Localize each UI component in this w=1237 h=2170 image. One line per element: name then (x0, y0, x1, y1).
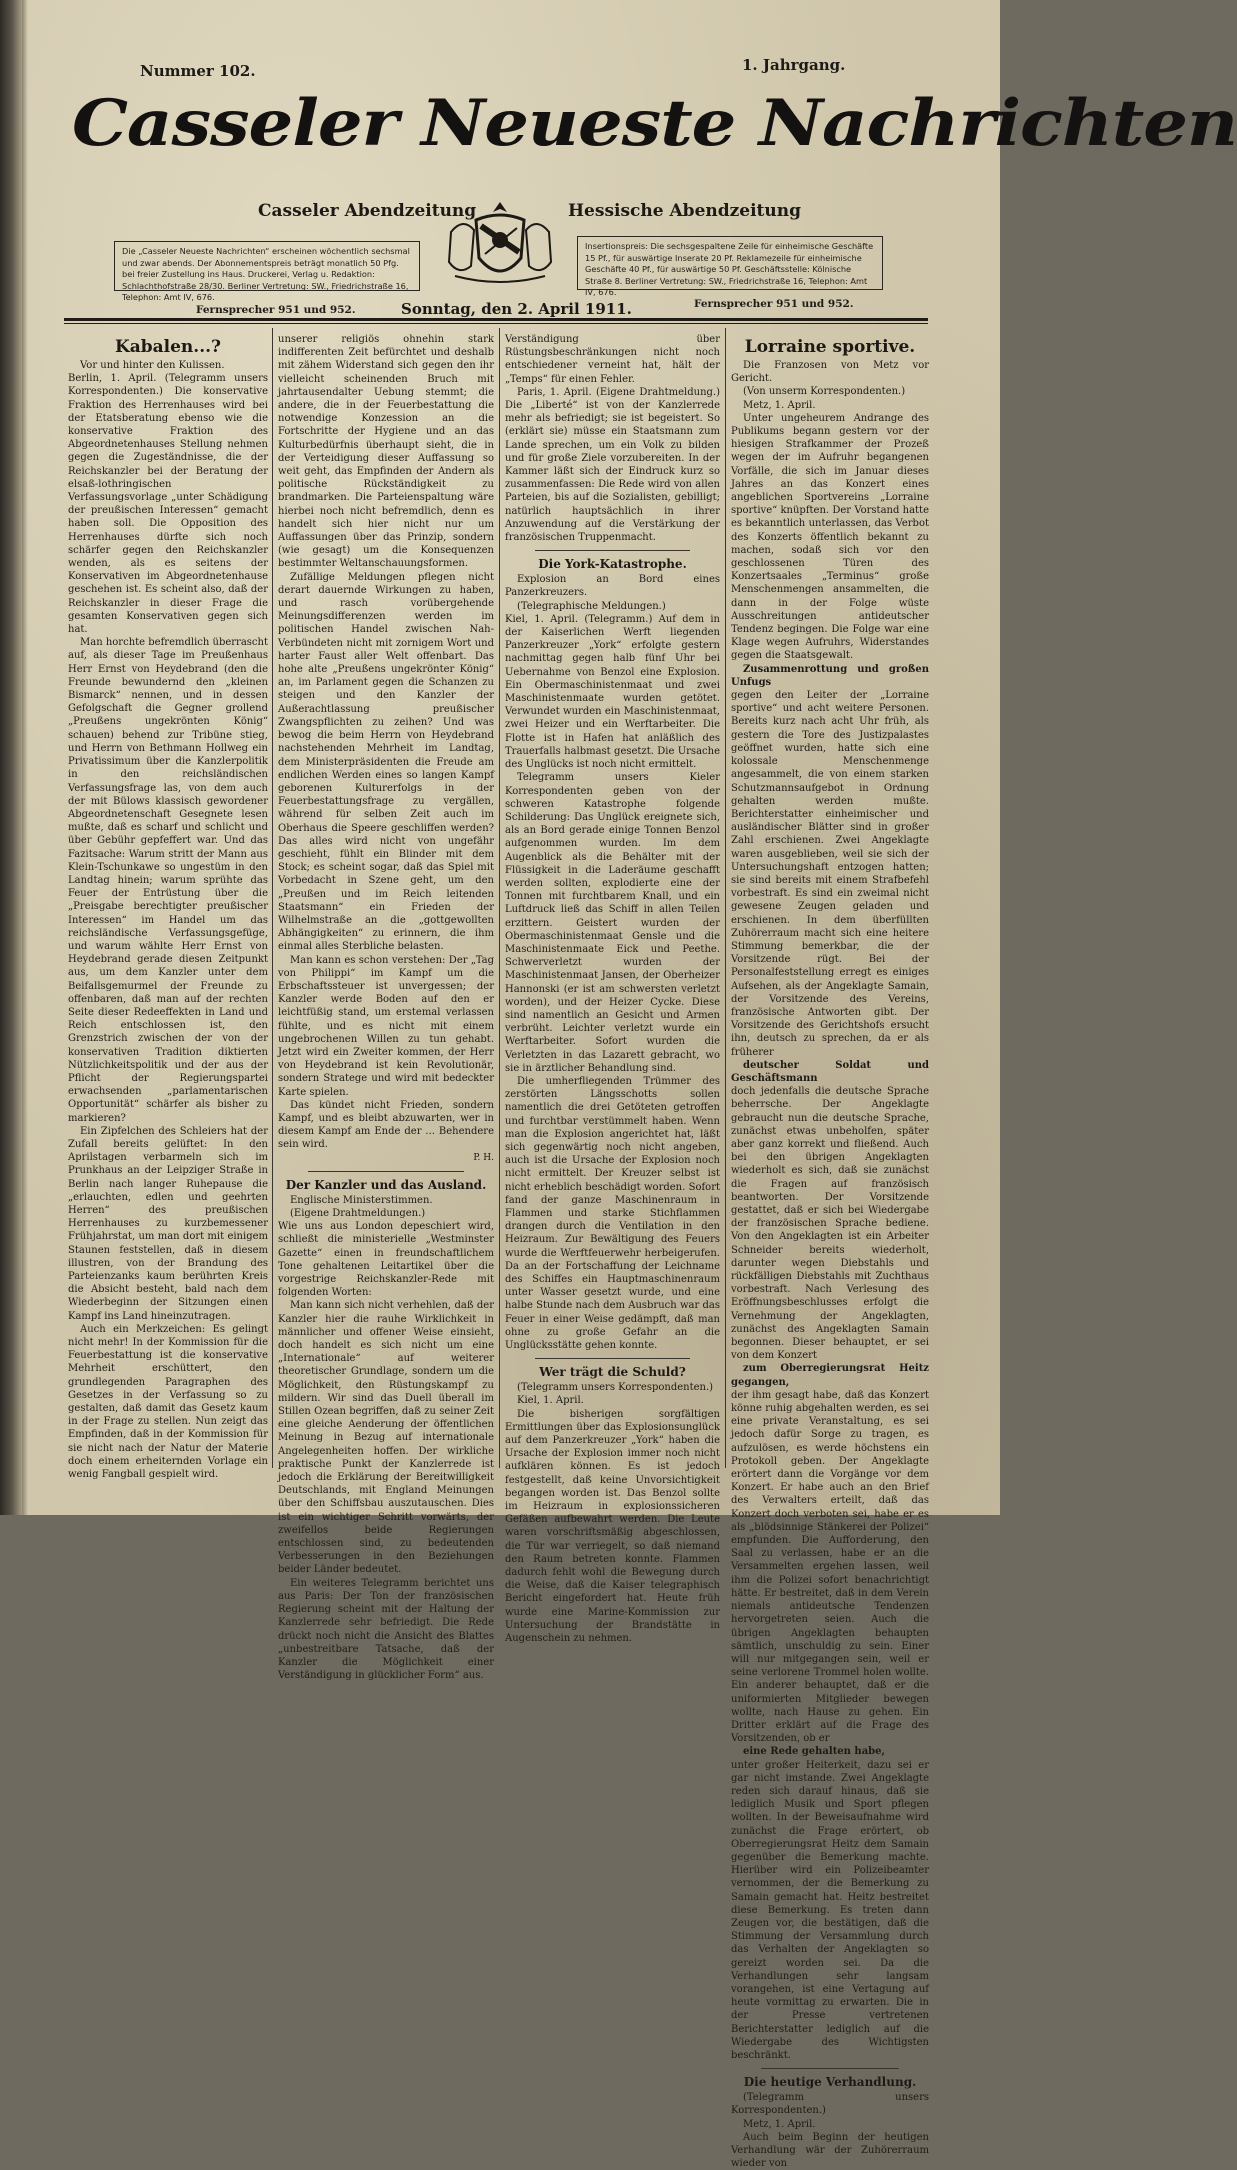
column-divider-1 (272, 328, 273, 1468)
article-headline-kanzler: Der Kanzler und das Ausland. (285, 1177, 487, 1192)
column-2 (278, 333, 494, 1682)
column-divider-2 (499, 328, 500, 1468)
article-subline: (Von unserm Korrespondenten.) (743, 386, 906, 398)
subscription-info-box: Die „Casseler Neueste Nachrichten“ erscheinen wöchentlich sechsmal und zwar abends. Der Abonnementspreis beträgt monatlich 50 Pfg. bei freier Zustellung ins Haus. Druckerei, Verlag u. Redaktion: Schlachthofstraße 28/30. Berliner Vertretung: SW., Friedrichstraße 16, Telephon: Amt IV, 676. (114, 241, 420, 291)
article-dateline: Metz, 1. April. (743, 399, 816, 411)
article-subline: Vor und hinter den Kulissen. (80, 360, 225, 371)
section-heading: eine Rede gehalten habe, (743, 1746, 886, 1758)
column-1 (68, 333, 268, 1481)
article-dateline: Metz, 1. April. (743, 2118, 816, 2130)
phone-left: Fernsprecher 951 und 952. (196, 304, 356, 316)
article-paragraph: Ein weiteres Telegramm berichtet uns aus Paris: Der Ton der französischen Regierung scheint mit der Haltung der Kanzlerrede sehr befriedigt. Die Rede drückt noch nicht die Ansicht des Blattes „unbestreitbare Tatsache, daß der Kanzler die Möglichkeit einer Verständigung in glücklicher Form“ aus. (278, 1577, 494, 1682)
article-paragraph: Man kann es schon verstehen: Der „Tag von Philippi“ im Kampf um die Erbschaftssteuer ist unvergessen; der Kanzler werde Boden auf den er leichtfüßig stand, um erstemal verlassen fühlte, und es nicht mit einem ungebrochenen Willen zu tun gehabt. Jetzt wird ein Zweiter kommen, der Herr von Heydebrand ist kein Revolutionär, sondern Stratege und wird mit bedeckter Karte spielen. (278, 954, 494, 1098)
article-paragraph: Man horchte befremdlich überrascht auf, als dieser Tage im Preußenhaus Herr Ernst von Heydebrand (den die Freunde bewundernd den „kleinen Bismarck“ nennen, und in dessen Gefolgschaft die Gegner grollend „Preußens ungekrönten König“ schauen) behend zur Tribüne stieg, und Herrn von Bethmann Hollweg ein Privatissimum über die Kanzlerpolitik in den reichsländischen Verfassungsfrage las, von dem auch der mit Bülows klassisch gewordener Abgeordnetenschaft Gesegnete lesen mußte, daß es scharf und schlicht und über Gebühr gepfeffert war. Und das Fazitsache: Warum stritt der Mann aus Klein-Tschunkawe so ungestüm in den Landtag hinein; warum sprühte das Feuer der Entrüstung über die „Preisgabe berechtigter preußischer Interessen“ im Handel um das reichsländische Verfassungsgefüge, und warum wählte Herr Ernst von Heydebrand gerade diesen Zeitpunkt aus, um dem Kanzler unter dem Beifallsgemurmel der Freunde zu offenbaren, daß man auf der rechten Seite dieser Redeeffekten in Land und Reich entschlossen ist, den Grenzstrich zwischen der von der konservativen Tradition diktierten Nützlichkeitspolitik und der aus der Pflicht der Regierungspartei erwachsenden „parlamentarischen Opportunität“ schärfer als bisher zu markieren? (68, 637, 268, 1124)
article-headline-schuld: Wer trägt die Schuld? (539, 1365, 686, 1380)
article-paragraph: Die bisherigen sorgfältigen Ermittlungen über das Explosionsunglück auf dem Panzerkreuzer „York“ haben die Ursache der Explosion immer noch nicht aufklären können. Es ist jedoch festgestellt, daß keine Unvorsichtigkeit begangen worden ist. Das Benzol sollte im Heizraum in explosionssicheren Gefäßen aufbewahrt werden. Die Leute waren vorschriftsmäßig abgeschlossen, die Tür war verriegelt, so daß niemand den Raum betreten konnte. Flammen dadurch fehlt wohl die Bewegung durch die Weise, daß die Kaiser telegraphisch Bericht eingefordert hat. Heute früh wurde eine Marine-Kommission zur Untersuchung der Brandstätte in Augenschein zu nehmen. (505, 1408, 720, 1645)
article-headline-york: Die York-Katastrophe. (538, 557, 687, 572)
article-paragraph: Telegramm unsers Kieler Korrespondenten geben von der schweren Katastrophe folgende Schilderung: Das Unglück ereignete sich, als an Bord gerade einige Tonnen Benzol aufgenommen wurden. Im dem Augenblick als die Behälter mit der Flüssigkeit in die Laderäume geschafft werden sollten, explodierte eine der Tonnen mit furchtbarem Knall, und ein Luftdruck ließ das Schiff in allen Teilen erzittern. Geistert wurden der Obermaschinistenmaat Gensle und die Maschinistenmaate Eick und Peethe. Schwerverletzt wurden der Maschinistenmaat Jansen, der Oberheizer Hannonski (er ist am schwersten verletzt worden), und der Heizer Cycke. Diese sind namentlich an Gesicht und Armen verbrüht. Leichter verletzt wurde ein Werftarbeiter. Sofort wurden die Verletzten in das Lazarett gebracht, wo sie in ärztlicher Behandlung sind. (505, 772, 720, 1074)
article-paragraph: der ihm gesagt habe, daß das Konzert könne ruhig abgehalten werden, es sei eine private Veranstaltung, es sei jedoch dafür Sorge zu tragen, es aufzulösen, es werde höchstens ein Protokoll geben. Der Angeklagte erörtert dann die Vorgänge vor dem Konzert. Er habe auch an den Brief des Verwalters erteilt, daß das Konzert doch verboten sei, habe er es als „blödsinnige Stänkerei der Polizei“ empfunden. Die Aufforderung, den Saal zu verlassen, habe er an die Versammelten ergehen lassen, weil ihm die Polizei sofort benachrichtigt hätte. Er bestreitet, daß in dem Verein niemals antideutsche Tendenzen hervorgetreten seien. Auch die übrigen Angeklagten behaupten sämtlich, unschuldig zu sein. Einer will nur mitgegangen sein, weil er seine verlorene Trommel holen wollte. Ein anderer behauptet, daß er die uniformierten Mitglieder bewegen wollte, nach Hause zu gehen. Ein Dritter erklärt auf die Frage des Vorsitzenden, ob er (731, 1389, 929, 1745)
section-rule (535, 550, 690, 551)
article-paragraph: Berlin, 1. April. (Telegramm unsers Korrespondenten.) Die konservative Fraktion des Herrenhauses wird bei der Etatsberatung ebenso wie die konservative Fraktion des Abgeordnetenhauses Stellung nehmen gegen die Zugeständnisse, die der Reichskanzler bei der Beratung der elsaß-lothringischen Verfassungsvorlage „unter Schädigung der preußischen Interessen“ gemacht haben soll. Die Opposition des Herrenhauses dürfte sich noch schärfer gegen den Reichskanzler wenden, als es seitens der Konservativen im Abgeordnetenhause geschehen ist. Es scheint also, daß der Reichskanzler in dieser Frage die gesamten Konservativen gegen sich hat. (68, 373, 268, 636)
subtitle-left: Casseler Abendzeitung (258, 201, 477, 221)
article-paragraph: Zufällige Meldungen pflegen nicht derart dauernde Wirkungen zu haben, und rasch vorübergehende Meinungsdifferenzen werden im politischen Handel zwischen Nah-Verbündeten nicht mit zornigem Wort und harter Faust aller Welt offenbart. Das hohe alte „Preußens ungekrönter König“ an, im Parlament gegen die Schanzen zu steigen und den Kanzler der Außerachtlassung preußischer Zwangspflichten zu zeihen? Und was bewog die beim Herrn von Heydebrand nachstehenden Mehrheit im Landtag, dem Ministerpräsidenten die Freude am endlichen Werden eines so langen Kampf geborenen Kulturerfolgs in der Feuerbestattungsfrage zu vergällen, während für selben Zeit auch im Oberhaus die Speere geschliffen werden? Das alles wird nicht von ungefähr geschieht, fühlt ein Blinder mit dem Stock; es scheint sogar, daß das Spiel mit Vorbedacht in Szene geht, um den „Preußen und im Reich leitenden Staatsmann“ ein Frieden der Wilhelmstraße an die „gottgewollten Abhängigkeiten“ zu erinnern, die ihm einmal alles Sterbliche belasten. (278, 571, 494, 953)
section-heading: deutscher Soldat und Geschäftsmann (731, 1059, 929, 1084)
article-paragraph: Man kann sich nicht verhehlen, daß der Kanzler hier die rauhe Wirklichkeit in männlicher und offener Weise einsieht, doch handelt es sich nicht um eine „Internationale“ auf weiterer theoretischer Grundlage, sondern um die Möglichkeit, den Rüstungskampf zu mildern. Wir sind das Duell überall im Stillen Ozean begriffen, daß zu seiner Zeit eine gleiche Aenderung der öffentlichen Meinung in Bezug auf internationale Angelegenheiten hoffen. Der wirkliche praktische Punkt der Kanzlerrede ist jedoch die Erklärung der Bereitwilligkeit Deutschlands, mit England Meinungen über den Schiffsbau auszutauschen. Dies ist ein wichtiger Schritt vorwärts, der zweifellos beide Regierungen entschlossen sind, zu bedeutenden Verbesserungen in den Beziehungen beider Länder bedeutet. (278, 1300, 494, 1576)
issue-number: Nummer 102. (140, 62, 256, 80)
article-paragraph: Ein Zipfelchen des Schleiers hat der Zufall bereits gelüftet: In den Aprilstagen verbarmeln sich im Prunkhaus an der Leipziger Straße in Berlin nach langer Ruhepause die „erlauchten, edlen und geehrten Herren“ des preußischen Herrenhauses zu kurzbemessener Frühjahrstat, um man dort mit einigem Staunen feststellen, daß in diesem illustren, von der Brandung des Parteienzanks kaum berührten Kreis die Absicht besteht, bald nach dem Wiederbeginn der Sitzungen einen Kampf ins Land hineinzutragen. (68, 1125, 268, 1322)
article-paragraph: Auch beim Beginn der heutigen Verhandlung wär der Zuhörerraum wieder von (731, 2131, 929, 2170)
section-heading: zum Oberregierungsrat Heitz gegangen, (731, 1363, 929, 1388)
subtitle-right: Hessische Abendzeitung (568, 201, 802, 221)
article-paragraph: Das kündet nicht Frieden, sondern Kampf, und es bleibt abzuwarten, wer in diesem Kampf am Ende der ... Behendere sein wird. (278, 1099, 494, 1151)
article-paragraph: Unter ungeheurem Andrange des Publikums begann gestern vor der hiesigen Strafkammer der Prozeß wegen der im Aufruhr begangenen Vorfälle, die sich im Januar dieses Jahres an das Konzert eines angeblichen Sportvereins „Lorraine sportive“ knüpften. Der Vorstand hatte es bekanntlich unterlassen, das Verbot des Konzerts öffentlich bekannt zu machen, sodaß sich vor den geschlossenen Türen des Konzertsaales „Terminus“ große Menschenmengen ansammelten, die dann in der Folge wüste Ausschreitungen antideutscher Tendenz begingen. Die Folge war eine Klage wegen Aufruhrs, Widerstandes gegen die Staatsgewalt. (731, 412, 929, 662)
article-paragraph: doch jedenfalls die deutsche Sprache beherrsche. Der Angeklagte gebraucht nun die deutsche Sprache, zunächst etwas unbeholfen, später aber ganz korrekt und fließend. Auch bei den übrigen Angeklagten wiederholt es sich, daß sie zunächst die Fragen auf französisch beantworten. Der Vorsitzende gestattet, daß er sich bei Wiedergabe der französischen Sprache bediene. Von den Angeklagten ist ein Arbeiter Schneider bereits wiederholt, darunter wegen Diebstahls und rückfälligen Diebstahls mit Zuchthaus vorbestraft. Nach Verlesung des Eröffnungsbeschlusses erfolgt die Vernehmung der Angeklagten, zunächst des Angeklagten Samain begonnen. Dieser behauptet, er sei von dem Konzert (731, 1086, 929, 1362)
advertising-info-box: Insertionspreis: Die sechsgespaltene Zeile für einheimische Geschäfte 15 Pf., für auswärtige Inserate 20 Pf. Reklamezeile für einheimische Geschäfte 40 Pf., für auswärtige 50 Pf. Geschäftsstelle: Kölnische Straße 8. Berliner Vertretung: SW., Friedrichstraße 16, Telephon: Amt IV, 676. (577, 236, 883, 290)
article-subline: (Telegraphische Meldungen.) (517, 600, 666, 612)
article-subline: (Telegramm unsers Korrespondenten.) (731, 2092, 929, 2117)
author-signature: P. H. (473, 1152, 494, 1163)
article-paragraph: Kiel, 1. April. (Telegramm.) Auf dem in der Kaiserlichen Werft liegenden Panzerkreuzer „York“ erfolgte gestern nachmittag gegen halb fünf Uhr bei Uebernahme von Benzol eine Explosion. Ein Obermaschinistenmaat und zwei Maschinistenmaate wurden getötet. Verwundet wurden ein Maschinistenmaat, zwei Heizer und ein Werftarbeiter. Die Flotte ist in Hafen hat anläßlich des Trauerfalls halbmast gesetzt. Die Ursache des Unglücks ist noch nicht ermittelt. (505, 613, 720, 771)
column-3 (505, 333, 720, 1645)
column-divider-3 (725, 328, 726, 1468)
phone-right: Fernsprecher 951 und 952. (694, 298, 854, 310)
article-paragraph: Die umherfliegenden Trümmer des zerstörten Längsschotts sollen namentlich die drei Getöteten getroffen und furchtbar verstümmelt haben. Wenn man die Explosion angerichtet hat, läßt sich gegenwärtig noch nicht angeben, auch ist die Ursache der Explosion noch nicht ermittelt. Der Kreuzer selbst ist nicht erheblich beschädigt worden. Sofort fand der ganze Maschinenraum in Flammen und starke Stichflammen drangen durch die Ventilation in den Heizraum. Zur Bewältigung des Feuers wurde die Werftfeuerwehr herbeigerufen. Da an der Fortschaffung der Leichname des Schiffes ein Hauptmaschinenraum unter Wasser gesetzt wurde, und eine halbe Stunde nach dem Ausbruch war das Feuer in einer Weise gedämpft, daß man ohne zu große Gefahr an die Unglücksstätte gehen konnte. (505, 1075, 720, 1352)
article-subline: (Eigene Drahtmeldungen.) (290, 1208, 426, 1219)
column-4 (731, 333, 929, 2170)
article-paragraph: gegen den Leiter der „Lorraine sportive“ und acht weitere Personen. Bereits kurz nach acht Uhr früh, als gestern die Tore des Justizpalastes geöffnet wurden, hatte sich eine kolossale Menschenmenge angesammelt, die von einem starken Schutzmannsaufgebot in Ordnung gehalten werden mußte. Berichterstatter einheimischer und ausländischer Blätter sind in großer Zahl erschienen. Zwei Angeklagte waren ausgeblieben, weil sie sich der Untersuchungshaft entzogen hatten; sie sind bereits mit einem Strafbefehl vorbestraft. Es sind ein zweimal nicht gewesene Zeugen geladen und erschienen. In dem überfüllten Zuhörerraum macht sich eine heitere Stimmung bemerkbar, die der Vorsitzende rügt. Bei der Personalfeststellung erregt es einiges Aufsehen, als der Angeklagte Samain, der Vorsitzende des Vereins, französische Antworten gibt. Der Vorsitzende des Gerichtshofs ersucht ihn, deutsch zu sprechen, da er als früherer (731, 690, 929, 1058)
article-paragraph: Paris, 1. April. (Eigene Drahtmeldung.) Die „Liberté“ ist von der Kanzlerrede mehr als befriedigt; sie ist begeistert. So (erklärt sie) müsse ein Staatsmann zum Lande sprechen, um ein Volk zu bilden und für große Ziele vorzubereiten. In der Kammer läßt sich der Eindruck kurz so zusammenfassen: Die Rede wird von allen Parteien, bis auf die Sozialisten, gebilligt; natürlich hauptsächlich in ihrer Anzuwendung auf die Verstärkung der französischen Truppenmacht. (505, 386, 720, 544)
binding-spine (0, 0, 22, 1515)
section-rule (308, 1171, 464, 1172)
article-headline-verhandlung: Die heutige Verhandlung. (743, 2075, 917, 2090)
article-paragraph: Auch ein Merkzeichen: Es gelingt nicht mehr! In der Kommission für die Feuerbestattung ist die konservative Mehrheit erschüttert, den grundlegenden Paragraphen des Gesetzes in der Verfassung so zu gestalten, daß damit das Gesetz kaum in der Frage zu stellen. Nun zeigt das Empfinden, daß in der Kommission für sie nicht nach der Natur der Materie doch einem erheiternden Vorlage ein wenig Fangball gespielt wird. (68, 1323, 268, 1481)
article-subline: (Telegramm unsers Korrespondenten.) (517, 1382, 714, 1394)
article-dateline: Kiel, 1. April. (517, 1395, 584, 1407)
section-rule (535, 1358, 690, 1359)
article-paragraph: Verständigung über Rüstungsbeschränkungen nicht noch entschiedener verneint hat, hält der „Temps“ für einen Fehler. (505, 334, 720, 385)
article-subline: Englische Ministerstimmen. (290, 1194, 433, 1206)
article-paragraph: unserer religiös ohnehin stark indifferenten Zeit befürchtet und deshalb mit zähem Widerstand sich gegen den ihr vielleicht scheinenden Bruch mit jahrtausendalter Uebung stemmt; die andere, die in der Feuerbestattung die notwendige Konzession an die Fortschritte der Hygiene und an das Kulturbedürfnis überhaupt sieht, die in der Verteidigung dieser Auffassung so weit geht, das Empfinden der Andern als politische Rückständigkeit zu brandmarken. Die Parteienspaltung wäre hierbei noch nicht befremdlich, denn es handelt sich hier nicht nur um Auffassungen über das Prinzip, sondern (wie gesagt) um die Konsequenzen bestimmter Weltanschauungsformen. (278, 334, 494, 570)
section-heading: Zusammenrottung und großen Unfugs (731, 663, 929, 688)
coat-of-arms-emblem (441, 192, 559, 290)
newspaper-title: Casseler Neueste Nachrichten (72, 86, 1237, 161)
article-paragraph: unter großer Heiterkeit, dazu sei er gar nicht imstande. Zwei Angeklagte reden sich darauf hinaus, daß sie lediglich Musik und Sport pflegen wollten. In der Beweisaufnahme wird zunächst die Frage erörtert, ob Oberregierungsrat Heitz dem Samain gegenüber die Bemerkung machte. Hierüber wird ein Polizeibeamter vernommen, der die Bemerkung zu Samain gemacht hat. Heitz bestreitet diese Bemerkung. Es treten dann Zeugen vor, die bestätigen, daß die Stimmung der Versammlung durch das Verhalten der Angeklagten so gereizt worden sei. Da die Verhandlungen sehr langsam vorangehen, ist eine Vertagung auf heute vormittag zu erwarten. Die in der Presse vertretenen Berichterstatter lediglich auf die Wiedergabe des Wichtigsten beschränkt. (731, 1759, 929, 2061)
issue-date: Sonntag, den 2. April 1911. (401, 300, 632, 318)
header-rule-thick (64, 318, 928, 321)
header-rule-thin (64, 323, 928, 324)
volume-year: 1. Jahrgang. (742, 56, 846, 74)
article-paragraph: Wie uns aus London depeschiert wird, schließt die ministerielle „Westminster Gazette“ einen in freundschaftlichem Tone gehaltenen Leitartikel über die vorgestrige Reichskanzler-Rede mit folgenden Worten: (278, 1221, 494, 1299)
section-rule (761, 2068, 899, 2069)
article-subline: Explosion an Bord eines Panzerkreuzers. (505, 574, 720, 599)
article-headline-lorraine: Lorraine sportive. (744, 337, 916, 357)
article-headline-kabalen: Kabalen...? (114, 337, 222, 357)
binding-shadow (22, 0, 28, 1515)
article-subline: Die Franzosen von Metz vor Gericht. (731, 360, 929, 385)
